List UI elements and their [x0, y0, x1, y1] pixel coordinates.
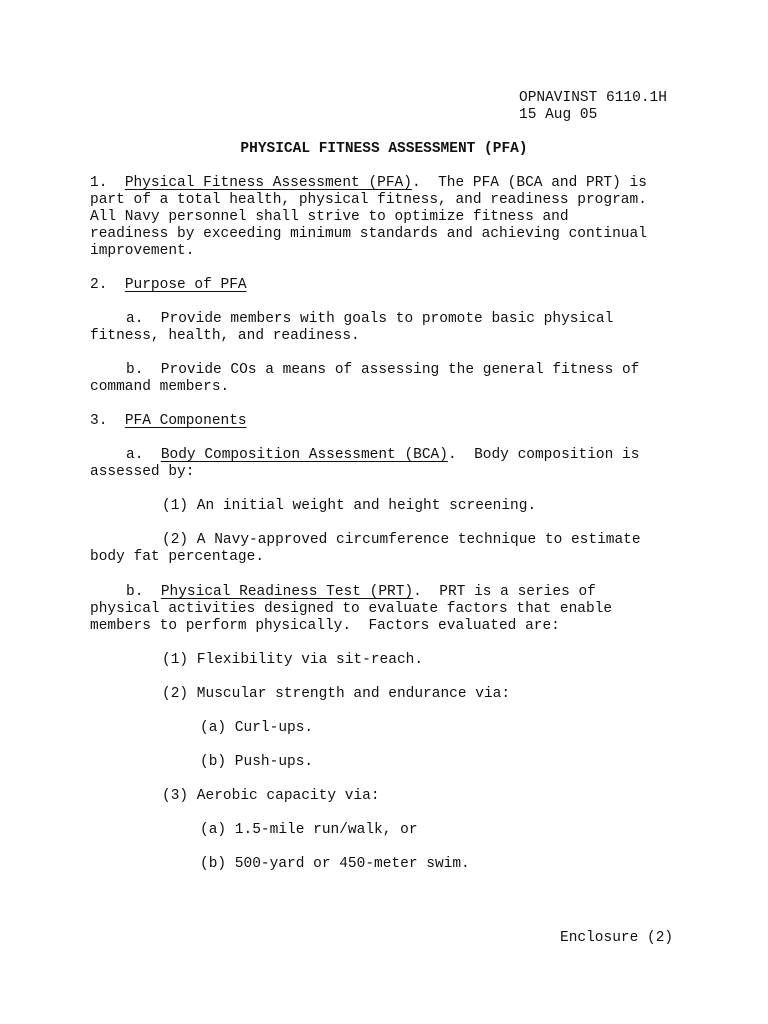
section-3b-item-2b: (b) Push-ups.	[200, 754, 314, 770]
enclosure-footer: Enclosure (2)	[560, 930, 674, 946]
section-1-line-2: part of a total health, physical fitness, and readiness program.	[90, 192, 647, 208]
section-1-heading: Physical Fitness Assessment (PFA)	[124, 175, 412, 191]
section-3-number: 3.	[90, 413, 108, 429]
section-1-first-line	[90, 175, 647, 192]
section-2a-line-1: a. Provide members with goals to promote basic physical	[126, 311, 614, 327]
section-2b-line-2: command members.	[90, 379, 230, 395]
section-3-heading: PFA Components	[124, 413, 247, 429]
section-3b-line-3: members to perform physically. Factors evaluated are:	[90, 618, 560, 634]
section-3b-first-line	[126, 584, 596, 601]
section-3a-heading: Body Composition Assessment (BCA)	[160, 447, 448, 463]
section-1-text-start: . The PFA (BCA and PRT) is	[411, 175, 647, 191]
document-id: OPNAVINST 6110.1H	[519, 90, 667, 106]
section-1-line-4: readiness by exceeding minimum standards and achieving continual	[90, 226, 647, 242]
section-3b-label: b.	[126, 584, 144, 600]
section-3b-item-2a: (a) Curl-ups.	[200, 720, 314, 736]
section-2b-line-1: b. Provide COs a means of assessing the general fitness of	[126, 362, 640, 378]
section-3b-item-3a: (a) 1.5-mile run/walk, or	[200, 822, 418, 838]
section-3-heading-line	[90, 413, 247, 430]
section-3a-item-2-line-2: body fat percentage.	[90, 549, 265, 565]
section-3b-line-2: physical activities designed to evaluate factors that enable	[90, 601, 613, 617]
section-1-line-5: improvement.	[90, 243, 195, 259]
section-3a-item-2-line-1: (2) A Navy-approved circumference technique to estimate	[162, 532, 641, 548]
section-3b-item-3: (3) Aerobic capacity via:	[162, 788, 380, 804]
section-2-heading: Purpose of PFA	[124, 277, 247, 293]
section-2-heading-line	[90, 277, 247, 294]
section-3b-item-2: (2) Muscular strength and endurance via:	[162, 686, 511, 702]
page-title-text: PHYSICAL FITNESS ASSESSMENT (PFA)	[240, 141, 528, 157]
section-3a-item-1: (1) An initial weight and height screening.	[162, 498, 537, 514]
document-date: 15 Aug 05	[519, 107, 598, 123]
section-3b-heading: Physical Readiness Test (PRT)	[160, 584, 414, 600]
page-title	[0, 141, 768, 158]
section-3a-label: a.	[126, 447, 144, 463]
section-1-line-3: All Navy personnel shall strive to optimize fitness and	[90, 209, 569, 225]
section-3b-item-1: (1) Flexibility via sit-reach.	[162, 652, 424, 668]
section-3a-text-start: . Body composition is	[447, 447, 640, 463]
section-1-number: 1.	[90, 175, 108, 191]
section-3a-line-2: assessed by:	[90, 464, 195, 480]
section-3b-text-start: . PRT is a series of	[413, 584, 596, 600]
section-2-number: 2.	[90, 277, 108, 293]
section-2a-line-2: fitness, health, and readiness.	[90, 328, 360, 344]
section-3a-first-line	[126, 447, 639, 464]
section-3b-item-3b: (b) 500-yard or 450-meter swim.	[200, 856, 470, 872]
